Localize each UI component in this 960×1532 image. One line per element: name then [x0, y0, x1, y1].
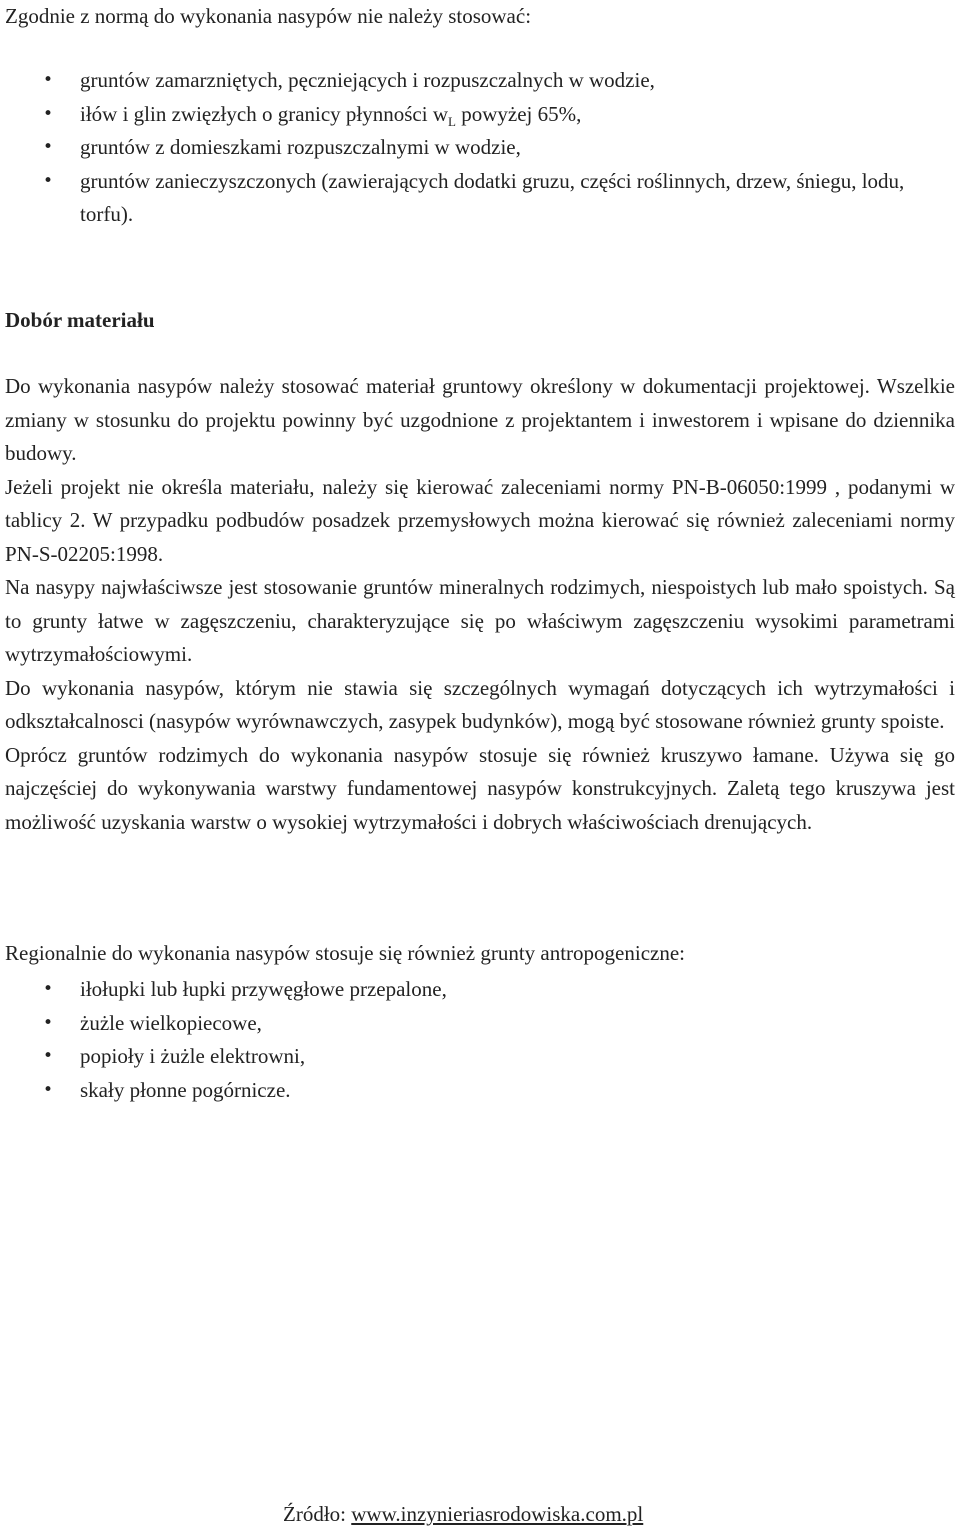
list-item [5, 1074, 955, 1108]
anthropogenic-list [5, 973, 955, 1107]
list-item-text: gruntów zamarzniętych, pęczniejących i rozpuszczalnych w wodzie, [80, 68, 655, 92]
list-item-text: powyżej 65%, [455, 101, 582, 126]
list-item-text: gruntów zanieczyszczonych (zawierających dodatki gruzu, części roślinnych, drzew, śniegu, lodu, torfu). [80, 168, 905, 226]
list-item-text: żużle wielkopiecowe, [80, 1010, 262, 1035]
body-text [5, 370, 955, 839]
intro-text: Zgodnie z normą do wykonania nasypów nie należy stosować: [5, 4, 532, 28]
list-item [5, 131, 955, 165]
source-link[interactable]: www.inzynieriasrodowiska.com.pl [351, 1502, 644, 1526]
list-item [5, 973, 955, 1007]
list-item [5, 98, 955, 132]
section-heading: Dobór materiału [5, 308, 155, 332]
bullet-icon: • [43, 70, 54, 90]
exclusion-list [5, 64, 955, 232]
source-label: Źródło: [283, 1502, 352, 1526]
list-item [5, 1040, 955, 1074]
paragraph: Oprócz gruntów rodzimych do wykonania nasypów stosuje się również kruszywo łamane. Używa się go najczęściej do wykonywania warstwy fundamentowej nasypów konstrukcyjnych. Zaletą tego kruszywa jest możliwość uzyskania warstw o wysokiej wytrzymałości i dobrych właściwościach drenujących. [5, 742, 955, 834]
list-item [5, 64, 955, 98]
list-item-text: iłów i glin zwięzłych o granicy płynności w [80, 101, 449, 126]
bullet-icon: • [43, 103, 54, 124]
regional-intro: Regionalnie do wykonania nasypów stosuje się również grunty antropogeniczne: [5, 941, 685, 965]
list-item [5, 165, 955, 232]
bullet-icon: • [43, 1046, 54, 1066]
list-item-text: popioły i żużle elektrowni, [80, 1044, 306, 1068]
list-item-text: gruntów z domieszkami rozpuszczalnymi w wodzie, [80, 135, 521, 159]
paragraph: Do wykonania nasypów, którym nie stawia się szczególnych wymagań dotyczących ich wytrzymałości i odkształcalnosci (nasypów wyrównawczych, zasypek budynków), mogą być stosowane również grunty spoiste. [5, 675, 955, 733]
paragraph: Do wykonania nasypów należy stosować materiał gruntowy określony w dokumentacji projektowej. Wszelkie zmiany w stosunku do projektu powinny być uzgodnione z projektantem i inwestorem i wpisane do dziennika budowy. [5, 374, 955, 465]
bullet-icon: • [43, 137, 54, 157]
list-item [5, 1007, 955, 1041]
bullet-icon: • [43, 1079, 54, 1100]
paragraph: Na nasypy najwłaściwsze jest stosowanie gruntów mineralnych rodzimych, niespoistych lub mało spoistych. Są to grunty łatwe w zagęszczeniu, charakteryzujące się po właściwym zagęszczeniu wysokimi parametrami wytrzymałościowymi. [5, 575, 955, 666]
subscript-l: L [448, 113, 456, 129]
bullet-icon: • [43, 170, 54, 191]
source-footer [283, 1498, 643, 1532]
list-item-text: iłołupki lub łupki przywęgłowe przepalone, [80, 977, 447, 1001]
paragraph: Jeżeli projekt nie określa materiału, należy się kierować zaleceniami normy PN-B-06050:1999 , podanymi w tablicy 2. W przypadku podbudów posadzek przemysłowych można kierować się również zaleceniami normy PN-S-02205:1998. [5, 474, 955, 566]
list-item-text: skały płonne pogórnicze. [80, 1077, 291, 1102]
bullet-icon: • [43, 1012, 54, 1033]
bullet-icon: • [43, 979, 54, 999]
